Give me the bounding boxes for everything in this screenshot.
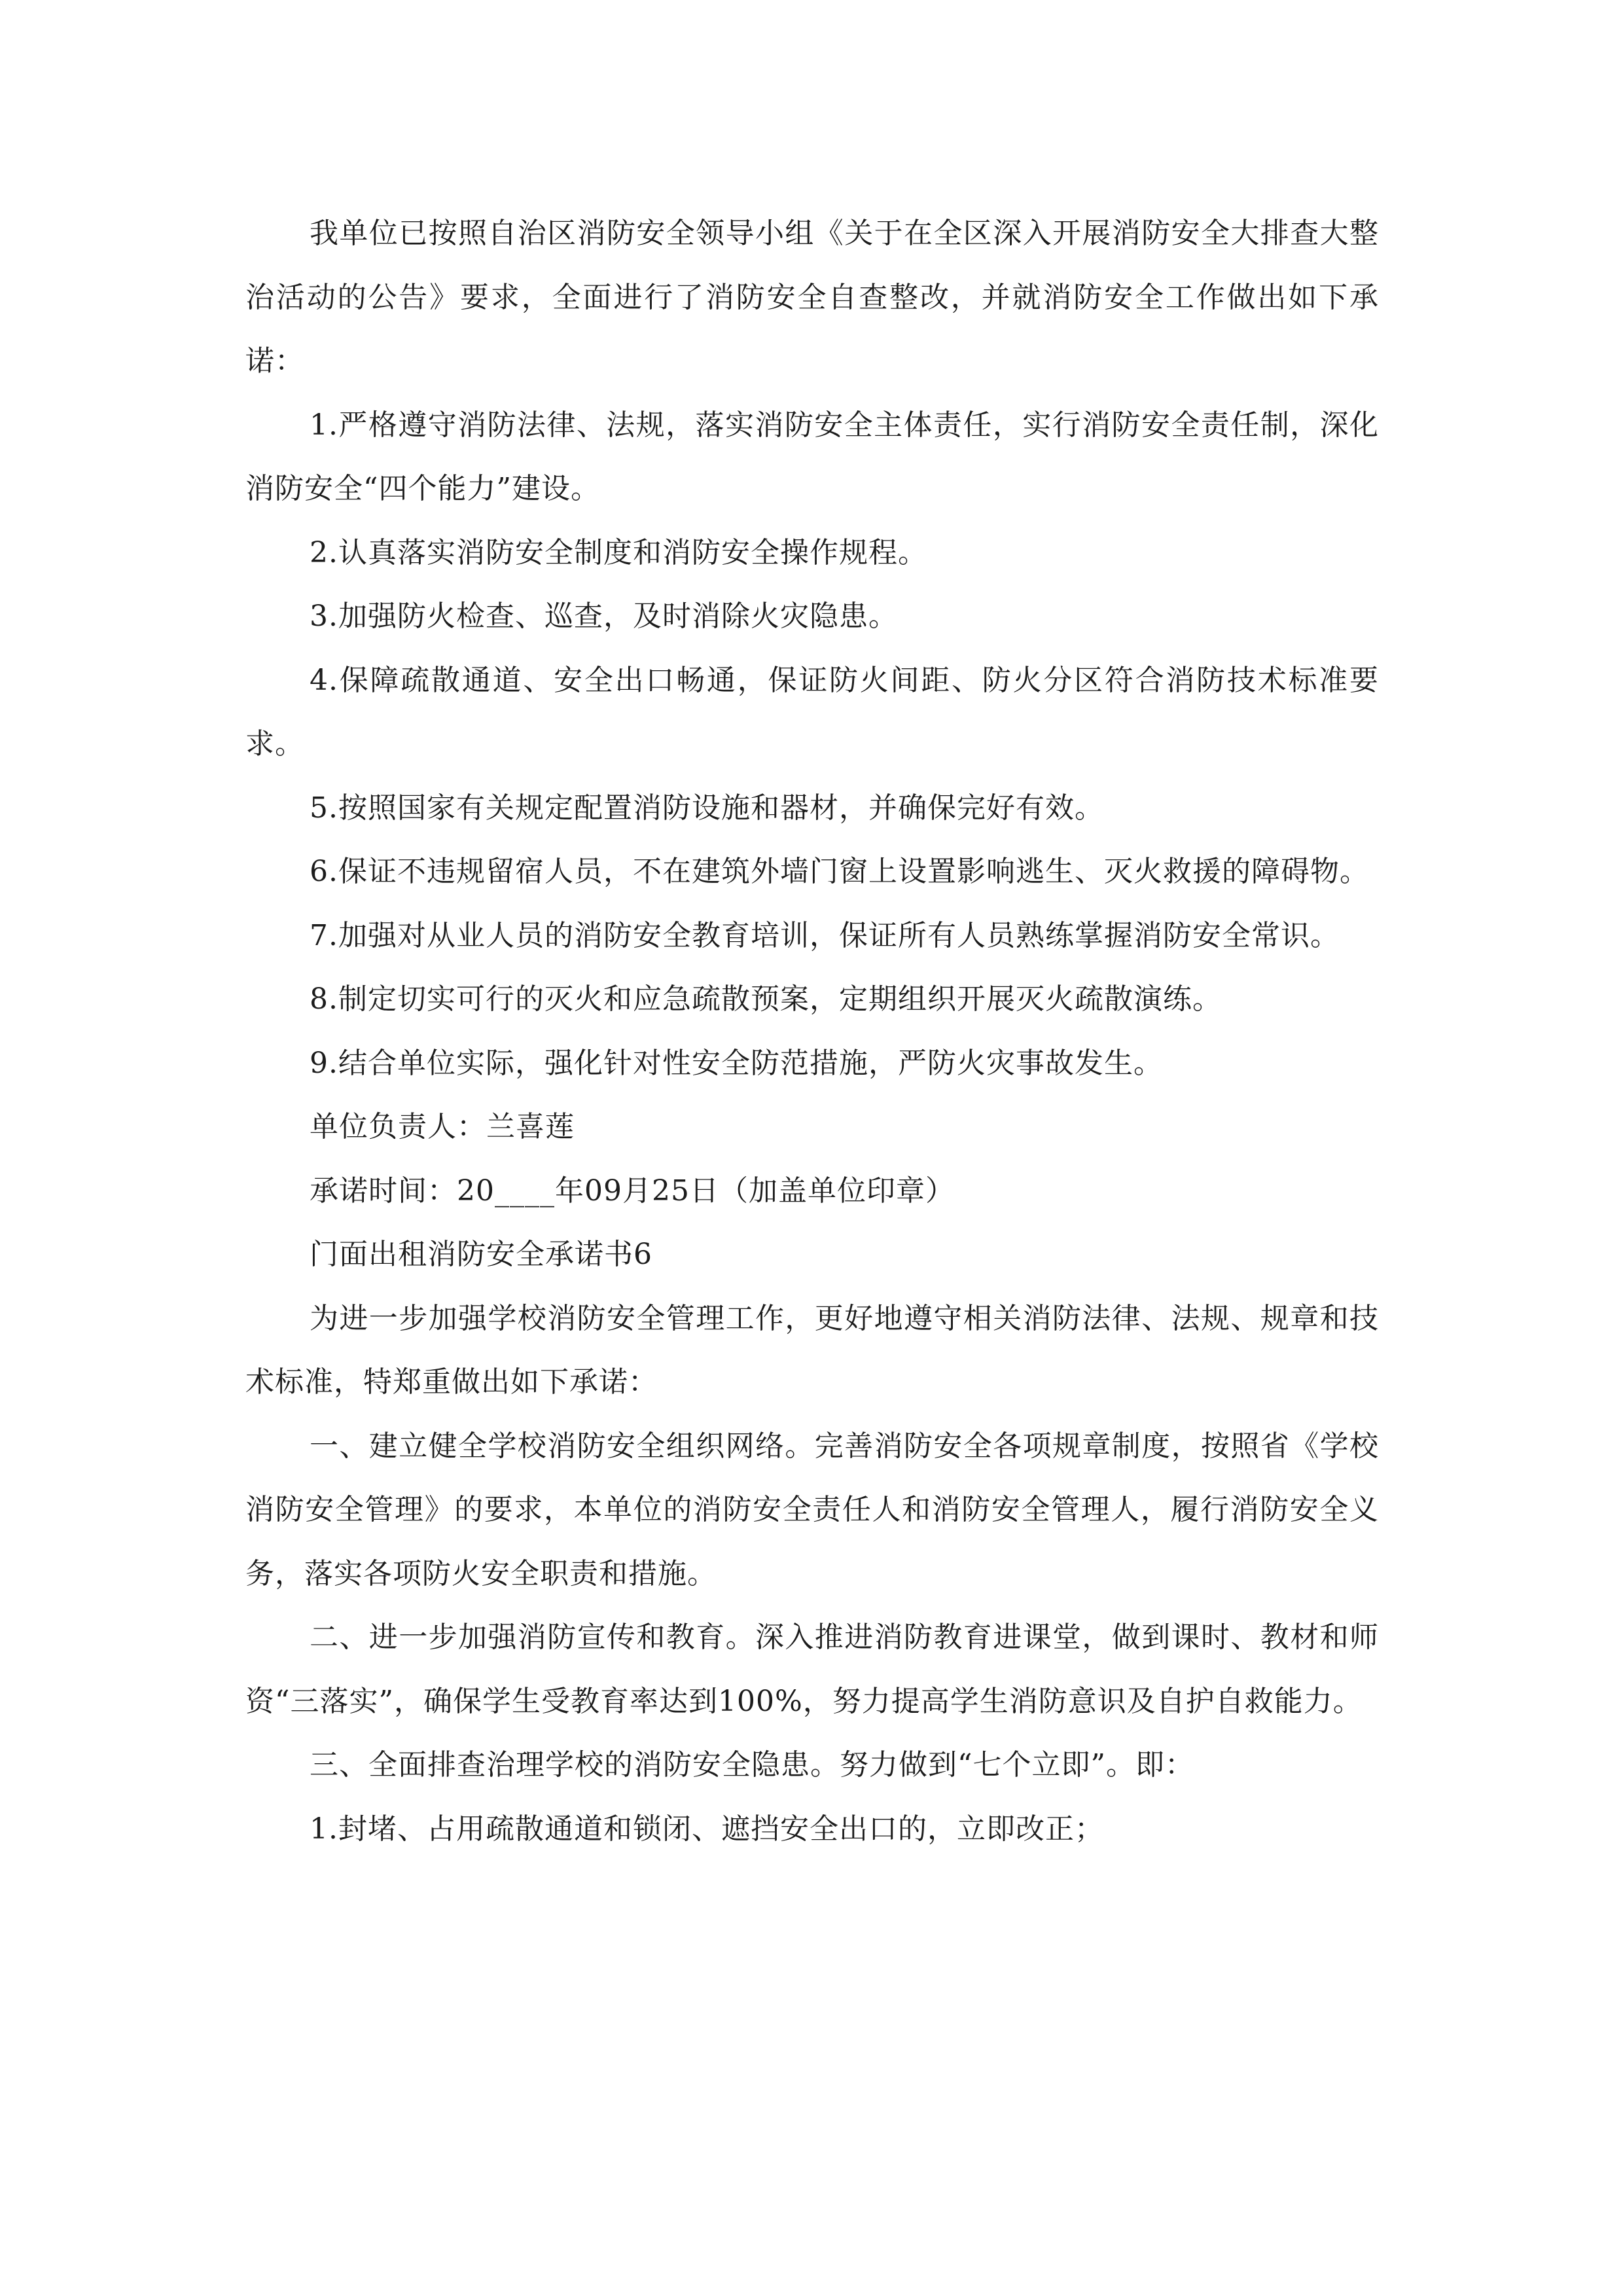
paragraph-commitment-1: 1.严格遵守消防法律、法规，落实消防安全主体责任，实行消防安全责任制，深化消防安全“四个能力”建设。 [245, 408, 1379, 505]
paragraph-school-1: 一、建立健全学校消防安全组织网络。完善消防安全各项规章制度，按照省《学校消防安全管理》的要求，本单位的消防安全责任人和消防安全管理人，履行消防安全义务，落实各项防火安全职责和措施。 [245, 1429, 1379, 1590]
paragraph-commitment-4: 4.保障疏散通道、安全出口畅通，保证防火间距、防火分区符合消防技术标准要求。 [245, 663, 1379, 761]
paragraph-school-intro: 为进一步加强学校消防安全管理工作，更好地遵守相关消防法律、法规、规章和技术标准，特郑重做出如下承诺： [245, 1301, 1379, 1399]
responsible-person: 单位负责人：兰喜莲 [310, 1110, 575, 1143]
paragraph-intro: 我单位已按照自治区消防安全领导小组《关于在全区深入开展消防安全大排查大整治活动的公告》要求，全面进行了消防安全自查整改，并就消防安全工作做出如下承诺： [245, 217, 1379, 378]
paragraph-commitment-6: 6.保证不违规留宿人员，不在建筑外墙门窗上设置影响逃生、灭火救援的障碍物。 [310, 855, 1369, 888]
paragraph-commitment-8: 8.制定切实可行的灭火和应急疏散预案，定期组织开展灭火疏散演练。 [310, 982, 1222, 1016]
paragraph-school-2: 二、进一步加强消防宣传和教育。深入推进消防教育进课堂，做到课时、教材和师资“三落实”，确保学生受教育率达到100%，努力提高学生消防意识及自护自救能力。 [245, 1621, 1379, 1718]
document-body [245, 202, 1379, 1861]
paragraph-school-3-item-1: 1.封堵、占用疏散通道和锁闭、遮挡安全出口的，立即改正； [310, 1812, 1104, 1846]
paragraph-school-3: 三、全面排查治理学校的消防安全隐患。努力做到“七个立即”。即： [310, 1748, 1194, 1782]
paragraph-commitment-9: 9.结合单位实际，强化针对性安全防范措施，严防火灾事故发生。 [310, 1046, 1163, 1080]
paragraph-commitment-7: 7.加强对从业人员的消防安全教育培训，保证所有人员熟练掌握消防安全常识。 [310, 918, 1340, 952]
paragraph-commitment-5: 5.按照国家有关规定配置消防设施和器材，并确保完好有效。 [310, 791, 1104, 825]
paragraph-commitment-3: 3.加强防火检查、巡查，及时消除火灾隐患。 [310, 600, 898, 633]
paragraph-commitment-2: 2.认真落实消防安全制度和消防安全操作规程。 [310, 535, 927, 569]
section-title: 门面出租消防安全承诺书6 [310, 1238, 652, 1271]
commitment-date: 承诺时间：20____年09月25日（加盖单位印章） [310, 1174, 955, 1208]
